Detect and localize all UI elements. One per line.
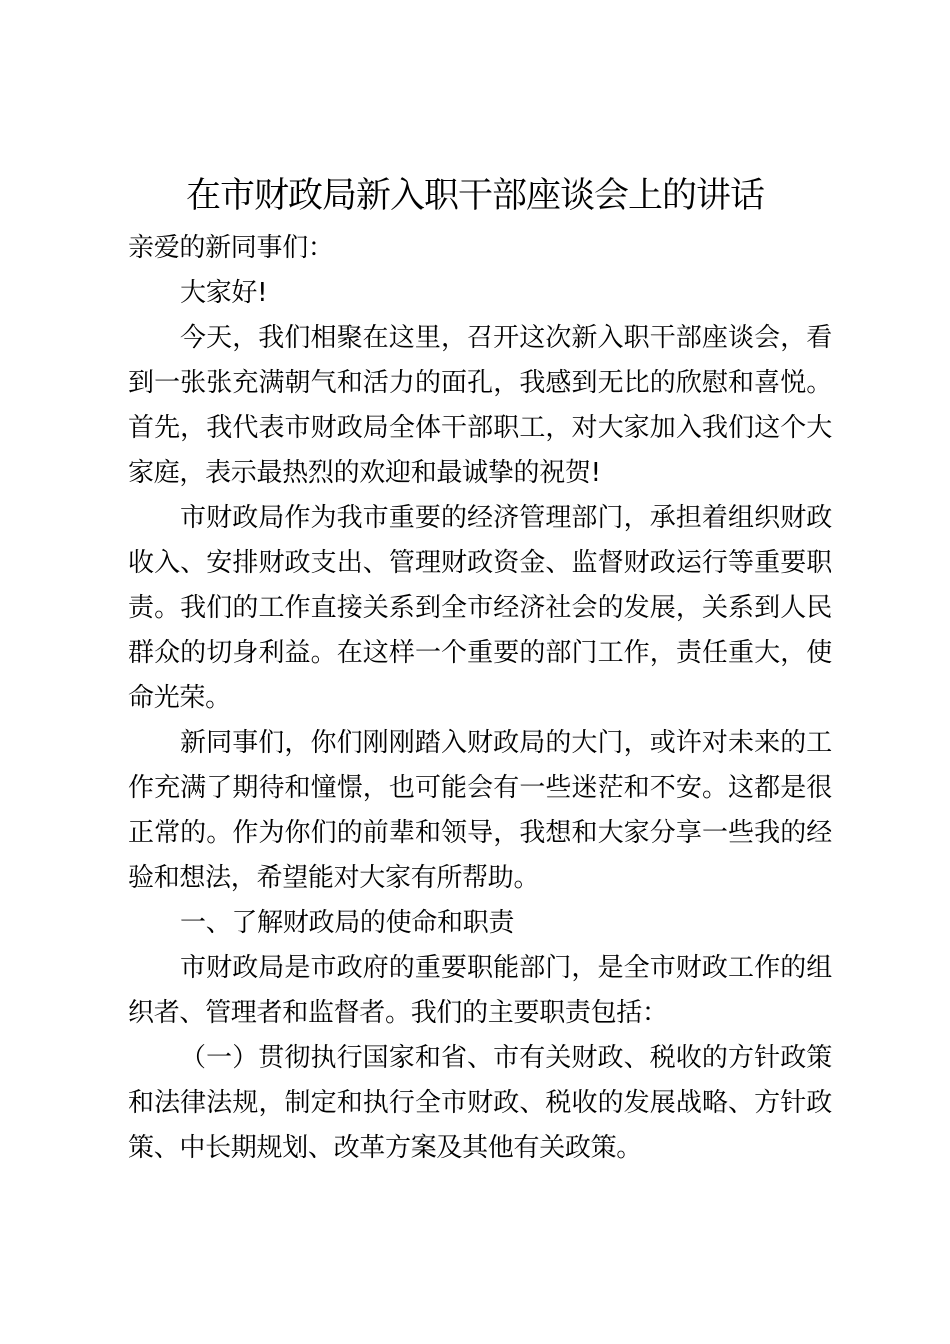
paragraph-sharing: 新同事们，你们刚刚踏入财政局的大门，或许对未来的工作充满了期待和憧憬，也可能会有一些迷茫和不安。这都是很正常的。作为你们的前辈和领导，我想和大家分享一些我的经验和想法，希望能对大家有所帮助。 [128,728,832,893]
paragraph-bureau-role: 市财政局作为我市重要的经济管理部门，承担着组织财政收入、安排财政支出、管理财政资金、监督财政运行等重要职责。我们的工作直接关系到全市经济社会的发展，关系到人民群众的切身利益。在这样一个重要的部门工作，责任重大，使命光荣。 [128,503,832,713]
paragraph-duty-one: （一）贯彻执行国家和省、市有关财政、税收的方针政策和法律法规，制定和执行全市财政、税收的发展战略、方针政策、中长期规划、改革方案及其他有关政策。 [128,1043,832,1163]
document-body [128,226,832,1171]
salutation: 亲爱的新同事们： [128,233,334,263]
greeting: 大家好! [180,278,268,308]
document-title: 在市财政局新入职干部座谈会上的讲话 [185,176,764,216]
paragraph-duties-intro: 市财政局是市政府的重要职能部门，是全市财政工作的组织者、管理者和监督者。我们的主要职责包括： [128,953,832,1028]
paragraph-welcome: 今天，我们相聚在这里，召开这次新入职干部座谈会，看到一张张充满朝气和活力的面孔，我感到无比的欣慰和喜悦。首先，我代表市财政局全体干部职工，对大家加入我们这个大家庭，表示最热烈的欢迎和最诚挚的祝贺! [128,323,832,488]
section-heading: 一、了解财政局的使命和职责 [180,908,515,938]
